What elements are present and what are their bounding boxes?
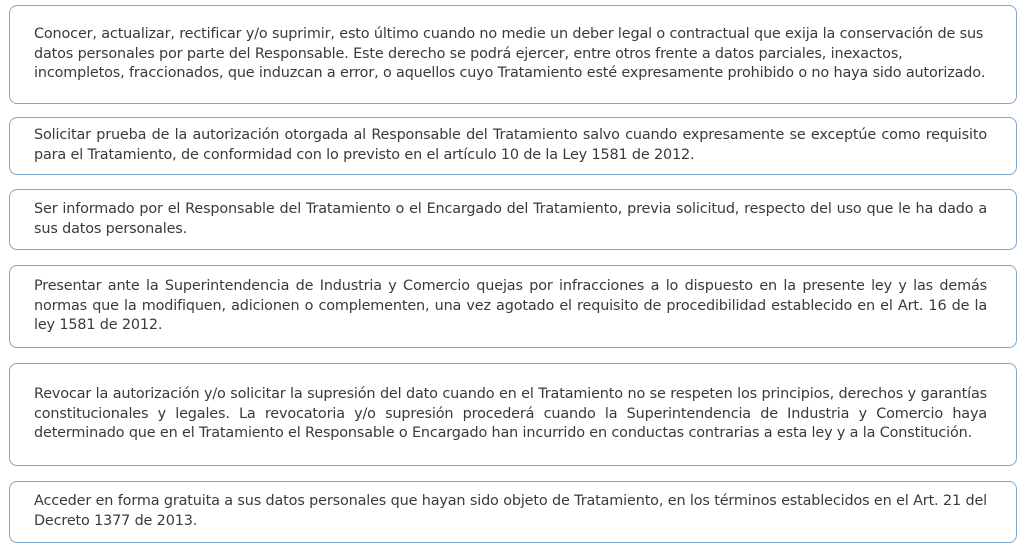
right-text-4: Presentar ante la Superintendencia de Industria y Comercio quejas por infracciones a lo dispuesto en la presente ley y las demás normas que la modifiquen, adicionen o complementen, una vez agotado el requisito de procedibilidad establecido en el Art. 16 de la ley 1581 de 2012. [34,278,987,334]
right-text-2: Solicitar prueba de la autorización otorgada al Responsable del Tratamiento salvo cuando expresamente se exceptúe como requisito para el Tratamiento, de conformidad con lo previsto en el artículo 10 de la Ley 1581 de 2012. [34,127,987,163]
right-text-5: Revocar la autorización y/o solicitar la supresión del dato cuando en el Tratamiento no se respeten los principios, derechos y garantías constitucionales y legales. La revocatoria y/o supresión procederá cuando la Superintendencia de Industria y Comercio haya determinado que en el Tratamiento el Responsable o Encargado han incurrido en conductas contrarias a esta ley y a la Constitución. [34,386,987,442]
right-text-6: Acceder en forma gratuita a sus datos personales que hayan sido objeto de Tratamiento, en los términos establecidos en el Art. 21 del Decreto 1377 de 2013. [34,493,987,529]
rights-box-1 [9,5,1017,104]
rights-box-2 [9,117,1017,175]
rights-box-6 [9,481,1017,543]
rights-box-4 [9,265,1017,348]
right-text-1: Conocer, actualizar, rectificar y/o suprimir, esto último cuando no medie un deber legal o contractual que exija la conservación de sus datos personales por parte del Responsable. Este derecho se podrá ejercer, entre otros frente a datos parciales, inexactos, incompletos, fraccionados, que induzcan a error, o aquellos cuyo Tratamiento esté expresamente prohibido o no haya sido autorizado. [34,26,986,82]
rights-box-5 [9,363,1017,466]
rights-box-3 [9,189,1017,250]
right-text-3: Ser informado por el Responsable del Tratamiento o el Encargado del Tratamiento, previa solicitud, respecto del uso que le ha dado a sus datos personales. [34,200,987,237]
